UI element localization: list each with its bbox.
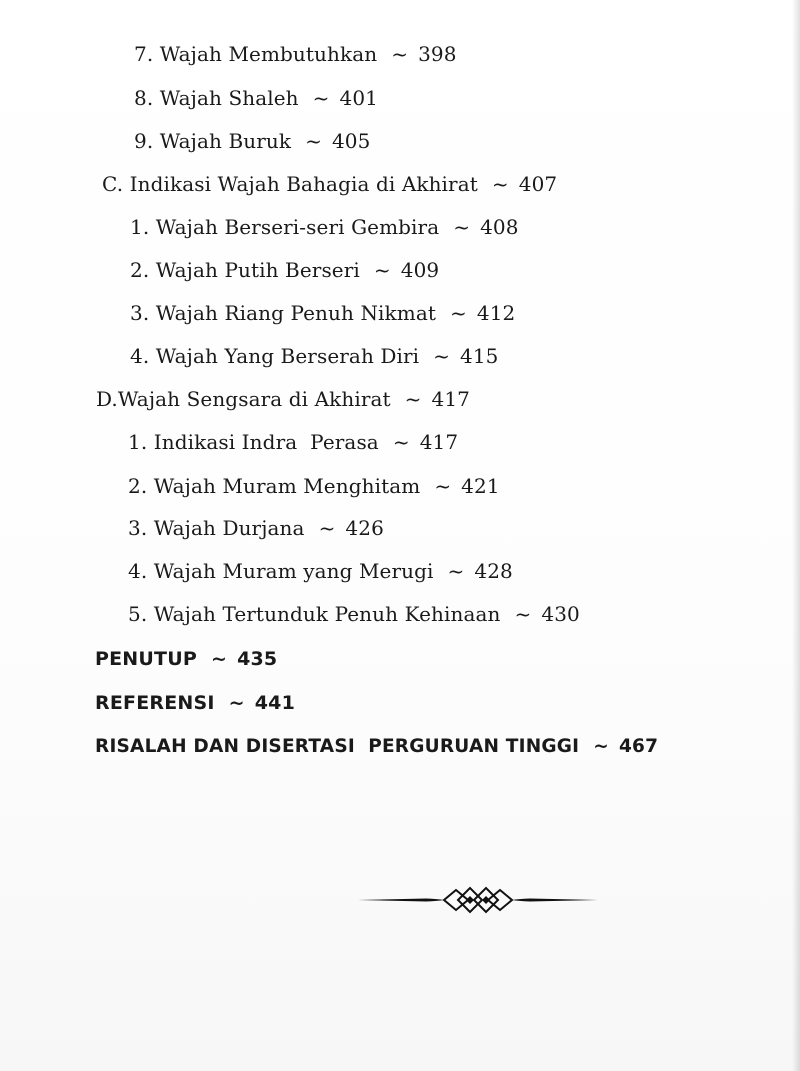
- toc-separator: ~: [433, 344, 451, 368]
- toc-separator: ~: [391, 42, 409, 66]
- toc-page-number: 435: [237, 648, 278, 670]
- toc-entry-label: 1. Indikasi Indra Perasa: [128, 430, 379, 454]
- toc-entry-d2: [128, 473, 500, 499]
- toc-entry-label: 2. Wajah Muram Menghitam: [128, 474, 421, 498]
- toc-entry-label: 4. Wajah Yang Berserah Diri: [130, 344, 420, 368]
- toc-entry-label: 8. Wajah Shaleh: [134, 86, 299, 110]
- toc-separator: ~: [318, 516, 336, 540]
- toc-entry-label: 1. Wajah Berseri-seri Gembira: [130, 215, 440, 239]
- toc-separator: ~: [491, 172, 509, 196]
- toc-separator: ~: [593, 736, 609, 757]
- toc-page-number: 408: [480, 215, 519, 239]
- toc-page-number: 398: [418, 42, 457, 66]
- toc-separator: ~: [447, 559, 465, 583]
- toc-entry-label: 2. Wajah Putih Berseri: [130, 258, 360, 282]
- toc-page-number: 417: [419, 430, 459, 454]
- toc-page-number: 412: [476, 301, 516, 325]
- toc-separator: ~: [373, 258, 391, 282]
- toc-separator: ~: [312, 86, 330, 110]
- toc-chapter-risalah: [95, 734, 658, 760]
- toc-separator: ~: [305, 129, 322, 153]
- toc-page-number: 415: [460, 344, 499, 368]
- toc-entry-label: 7. Wajah Membutuhkan: [134, 42, 378, 66]
- toc-separator: ~: [450, 301, 467, 325]
- toc-entry-d5: [128, 601, 580, 627]
- toc-entry-c1: [130, 214, 519, 240]
- toc-entry-d3: [128, 515, 384, 541]
- toc-entry-7-wajah-membutuhkan: [134, 41, 457, 67]
- toc-chapter-referensi: [95, 690, 295, 716]
- toc-entry-d4: [128, 558, 513, 584]
- toc-page-number: 467: [618, 736, 659, 757]
- toc-section-c: [102, 171, 557, 197]
- toc-separator: ~: [392, 430, 410, 454]
- toc-entry-d1: [128, 429, 458, 455]
- toc-separator: ~: [434, 474, 452, 498]
- toc-chapter-penutup: [95, 646, 277, 672]
- toc-page-number: 417: [431, 387, 470, 411]
- toc-separator: ~: [514, 602, 532, 626]
- toc-separator: ~: [404, 387, 422, 411]
- toc-separator: ~: [453, 215, 471, 239]
- toc-page-number: 405: [331, 129, 371, 153]
- toc-entry-label: PENUTUP: [95, 648, 197, 670]
- toc-page-number: 441: [254, 692, 296, 714]
- toc-page-number: 409: [400, 258, 440, 282]
- toc-entry-label: C. Indikasi Wajah Bahagia di Akhirat: [102, 172, 478, 196]
- toc-entry-label: REFERENSI: [95, 692, 215, 714]
- toc-page-number: 428: [474, 559, 513, 583]
- toc-entry-c2: [130, 257, 439, 283]
- toc-page-number: 426: [345, 516, 384, 540]
- toc-entry-8-wajah-shaleh: [134, 85, 378, 111]
- toc-page-number: 401: [339, 86, 379, 110]
- toc-entry-9-wajah-buruk: [134, 128, 370, 154]
- toc-entry-c3: [130, 300, 515, 326]
- toc-separator: ~: [210, 648, 228, 670]
- toc-entry-label: 3. Wajah Riang Penuh Nikmat: [130, 301, 437, 325]
- toc-section-d: [96, 386, 470, 412]
- toc-separator: ~: [228, 692, 245, 714]
- toc-entry-label: RISALAH DAN DISERTASI PERGURUAN TINGGI: [95, 736, 580, 757]
- toc-entry-label: D.Wajah Sengsara di Akhirat: [96, 387, 391, 411]
- toc-page-number: 430: [541, 602, 580, 626]
- page-edge-shadow: [792, 0, 800, 1071]
- toc-entry-label: 5. Wajah Tertunduk Penuh Kehinaan: [128, 602, 501, 626]
- toc-entry-label: 3. Wajah Durjana: [128, 516, 305, 540]
- toc-page-number: 421: [461, 474, 500, 498]
- toc-page-number: 407: [518, 172, 558, 196]
- toc-entry-label: 4. Wajah Muram yang Merugi: [128, 559, 434, 583]
- divider-ornament-icon: [356, 880, 600, 920]
- toc-entry-c4: [130, 343, 499, 369]
- toc-entry-label: 9. Wajah Buruk: [134, 129, 292, 153]
